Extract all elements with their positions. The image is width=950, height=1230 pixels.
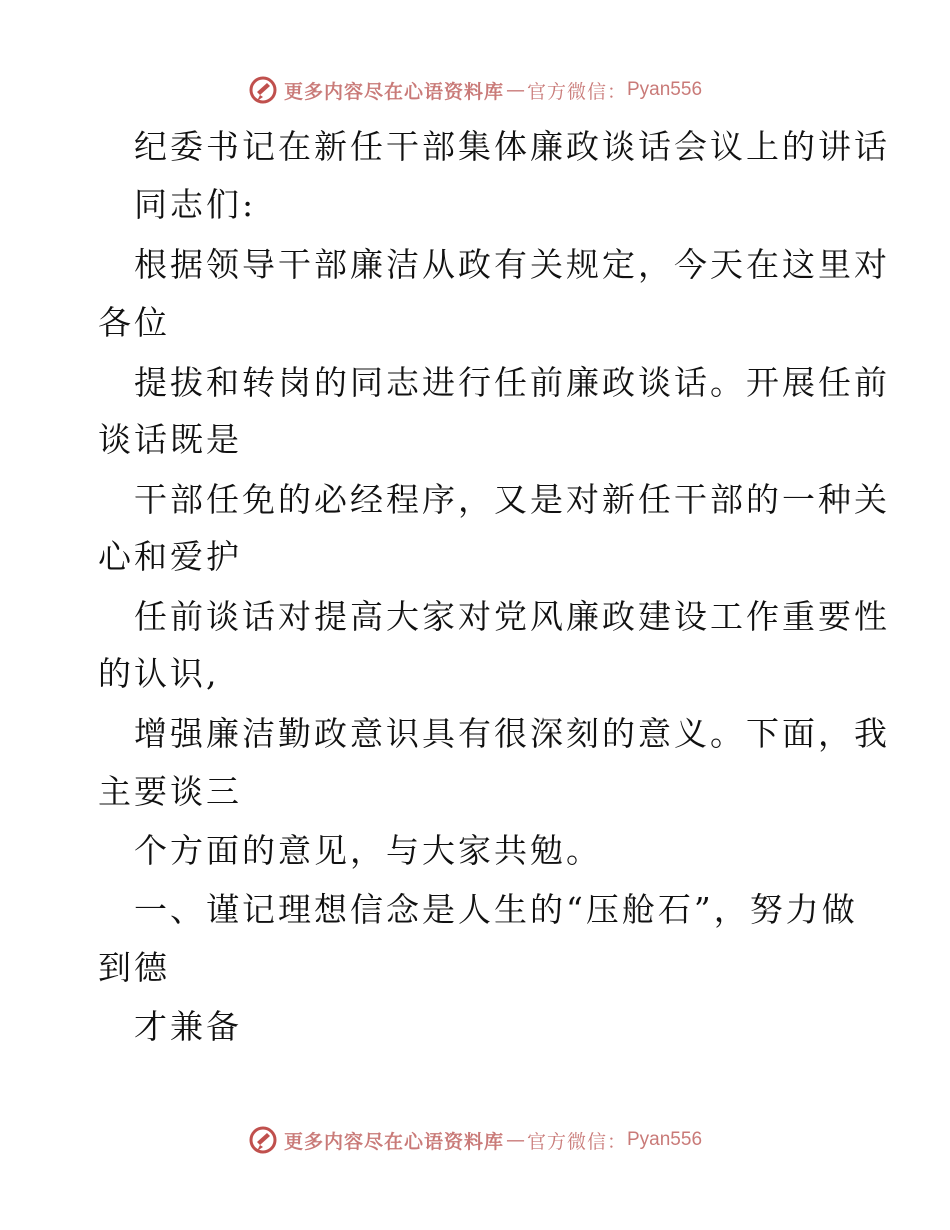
text-line: 根据领导干部廉洁从政有关规定，今天在这里对 — [134, 245, 890, 284]
header-watermark — [0, 70, 950, 110]
watermark-text: 更多内容尽在心语资料库 — [283, 80, 504, 103]
text-line: 任前谈话对提高大家对党风廉政建设工作重要性 — [134, 597, 890, 636]
ribbon-badge-icon — [248, 75, 278, 105]
text-line: 到德 — [98, 948, 170, 987]
ribbon-badge-icon — [248, 1125, 278, 1155]
section-heading: 一、谨记理想信念是人生的“压舱石”，努力做 — [134, 890, 858, 929]
watermark-wechat-id: Pyan556 — [627, 1129, 703, 1150]
text-line: 的认识, — [98, 654, 220, 693]
footer-watermark — [0, 1120, 950, 1160]
watermark-separator: — — [505, 79, 525, 101]
watermark-wechat-label: 官方微信： — [526, 80, 627, 103]
salutation: 同志们: — [134, 185, 257, 224]
text-line: 个方面的意见，与大家共勉。 — [134, 831, 602, 870]
text-line: 才兼备 — [134, 1007, 242, 1046]
text-line: 提拔和转岗的同志进行任前廉政谈话。开展任前 — [134, 363, 890, 402]
text-line: 干部任免的必经程序，又是对新任干部的一种关 — [134, 480, 890, 519]
document-title: 纪委书记在新任干部集体廉政谈话会议上的讲话 — [134, 127, 890, 166]
text-line: 增强廉洁勤政意识具有很深刻的意义。下面，我 — [134, 714, 890, 753]
watermark-separator: — — [505, 1129, 525, 1151]
text-line: 各位 — [98, 303, 170, 342]
text-line: 主要谈三 — [98, 772, 242, 811]
watermark-text: 更多内容尽在心语资料库 — [283, 1130, 504, 1153]
watermark-wechat-label: 官方微信： — [526, 1130, 627, 1153]
watermark-wechat-id: Pyan556 — [627, 79, 703, 100]
text-line: 谈话既是 — [98, 420, 242, 459]
text-line: 心和爱护 — [98, 537, 242, 576]
